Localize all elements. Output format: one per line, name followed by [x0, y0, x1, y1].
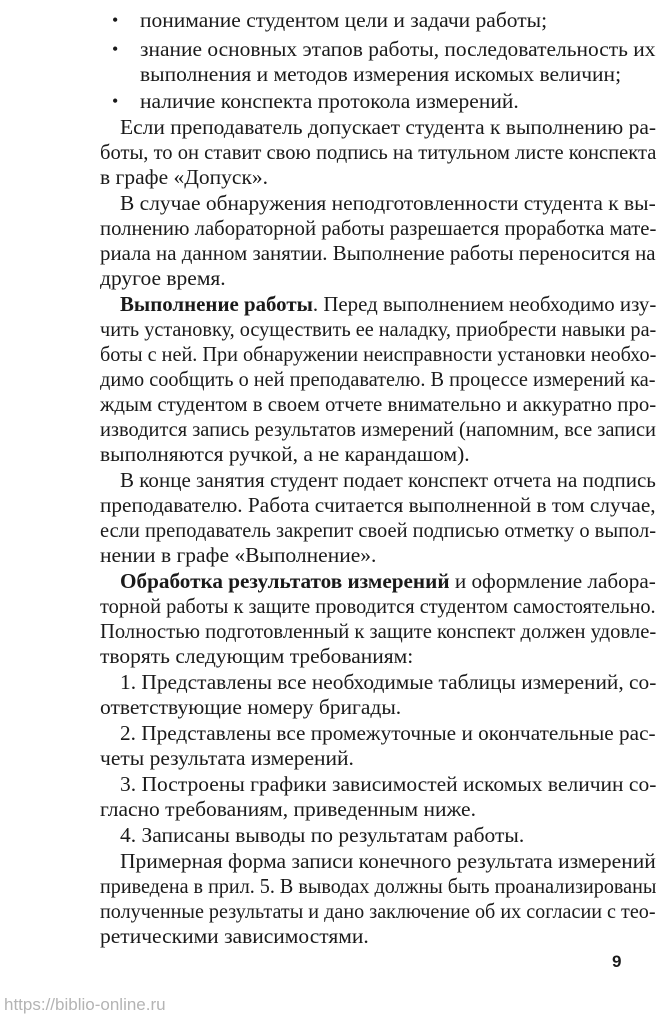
paragraph-line: выполняются ручкой, а не карандашом). [100, 442, 470, 466]
paragraph-line: в графе «Допуск». [100, 165, 269, 189]
paragraph-line: В конце занятия студент подает конспект отчета на подпись [120, 468, 656, 492]
source-watermark: https://biblio-online.ru [4, 995, 166, 1014]
paragraph-line: Полностью подготовленный к защите конспект должен удовле- [100, 619, 657, 643]
requirement-line: 2. Представлены все промежуточные и окончательные рас- [120, 721, 656, 745]
section-heading: Выполнение работы [120, 292, 313, 316]
paragraph-line: боты с ней. При обнаружении неисправности установки необхо- [100, 342, 657, 366]
section-heading: Обработка результатов измерений [120, 569, 450, 593]
paragraph-line: приведена в прил. 5. В выводах должны быть проанализированы [100, 874, 657, 898]
paragraph-line: нении в графе «Выполнение». [100, 543, 377, 567]
bullet-marker: • [112, 39, 119, 59]
bullet-line: знание основных этапов работы, последовательность их [140, 37, 656, 61]
page-number: 9 [612, 952, 622, 971]
paragraph-line: В случае обнаружения неподготовленности студента к вы- [120, 191, 656, 215]
bullet-line: выполнения и методов измерения искомых величин; [140, 62, 622, 86]
paragraph-line: полнению лабораторной работы разрешается проработка мате- [100, 216, 657, 240]
paragraph-line: если преподаватель закрепит своей подписью отметку о выпол- [100, 518, 657, 542]
paragraph-line: полученные результаты и дано заключение об их согласии с тео- [100, 899, 656, 923]
bullet-marker: • [112, 10, 119, 30]
paragraph-line: боты, то он ставит свою подпись на титульном листе конспекта [100, 140, 657, 164]
paragraph-line: преподавателю. Работа считается выполненной в том случае, [100, 493, 656, 517]
paragraph-line: ретическими зависимостями. [100, 924, 369, 948]
bullet-marker: • [112, 91, 119, 111]
paragraph-line: Если преподаватель допускает студента к выполнению ра- [120, 115, 657, 139]
paragraph-line: ждым студентом в своем отчете внимательно и аккуратно про- [100, 392, 657, 416]
paragraph-line: Примерная форма записи конечного результата измерений [120, 849, 656, 873]
paragraph-line: другое время. [100, 266, 226, 290]
paragraph-line: Обработка результатов измерений и оформление лабора- [120, 569, 656, 593]
paragraph-line: чить установку, осуществить ее наладку, приобрести навыки ра- [100, 317, 657, 341]
paragraph-line: творять следующим требованиям: [100, 644, 414, 668]
requirement-line: ответствующие номеру бригады. [100, 695, 402, 719]
paragraph-line: торной работы к защите проводится студентом самостоятельно. [100, 594, 656, 618]
requirement-line: 3. Построены графики зависимостей искомых величин со- [120, 772, 657, 796]
bullet-line: понимание студентом цели и задачи работы; [140, 8, 548, 32]
requirement-line: 1. Представлены все необходимые таблицы измерений, со- [120, 670, 657, 694]
requirement-line: четы результата измерений. [100, 746, 354, 770]
paragraph-line: изводится запись результатов измерений (напомним, все записи [100, 417, 656, 441]
requirement-line: 4. Записаны выводы по результатам работы. [120, 823, 525, 847]
paragraph-line: димо сообщить о ней преподавателю. В процессе измерений ка- [100, 367, 656, 391]
paragraph-line: риала на данном занятии. Выполнение работы переносится на [100, 241, 656, 265]
bullet-line: наличие конспекта протокола измерений. [140, 89, 519, 113]
paragraph-line: Выполнение работы. Перед выполнением необходимо изу- [120, 292, 657, 316]
requirement-line: гласно требованиям, приведенным ниже. [100, 797, 476, 821]
